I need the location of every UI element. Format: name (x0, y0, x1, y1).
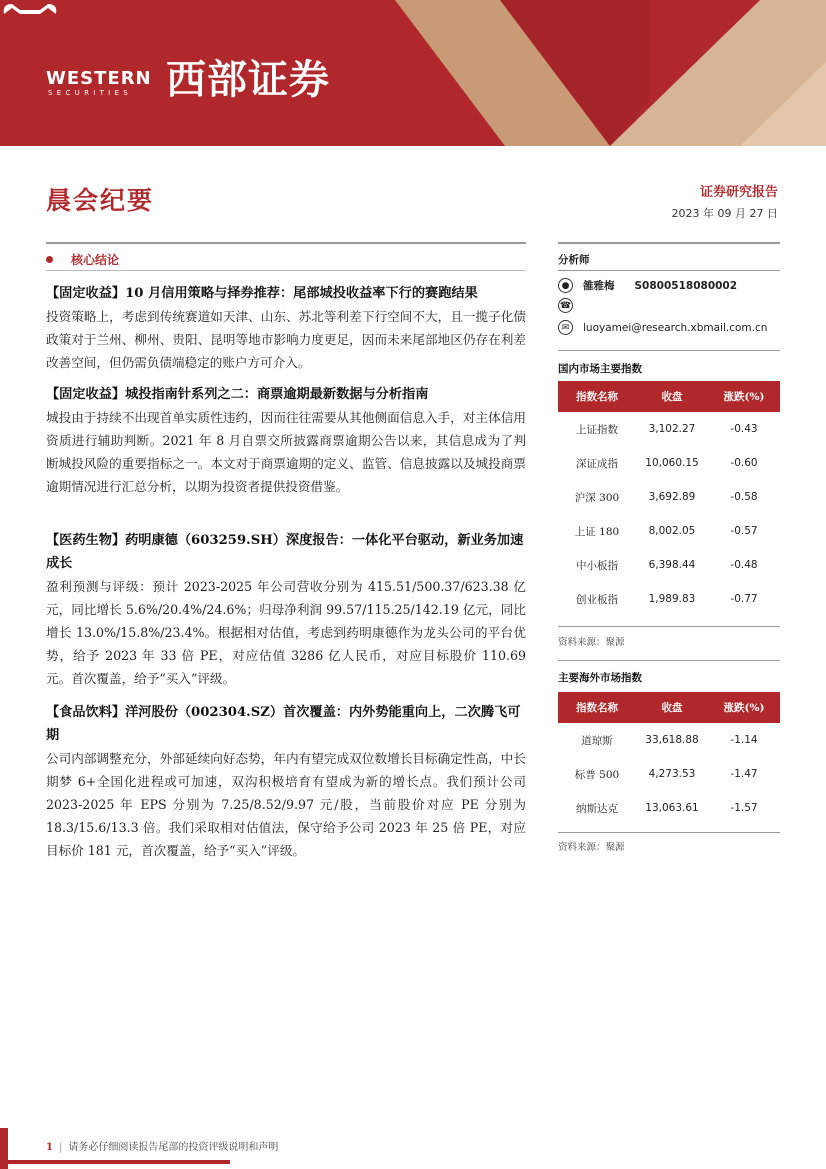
sidebar-top-divider (558, 242, 780, 244)
index-name: 上证指数 (576, 423, 618, 436)
table-row (558, 412, 780, 446)
table-row (558, 723, 780, 757)
domestic-table-title: 国内市场主要指数 (558, 363, 642, 375)
overseas-source: 资料来源：聚源 (558, 842, 625, 853)
footer: 1 | 请务必仔细阅读报告尾部的投资评级说明和声明 (46, 1142, 279, 1153)
analyst-phone-row (558, 298, 583, 313)
index-name: 标普 500 (574, 768, 620, 781)
overseas-table-bottom-divider (558, 832, 780, 833)
person-icon: ● (558, 278, 573, 293)
analyst-name: 雒雅梅 (583, 280, 615, 292)
header-name: 指数名称 (576, 391, 618, 403)
article-body: 城投由于持续不出现首单实质性违约，因而往往需要从其他侧面信息入手，对主体信用资质进行辅助判断。2021 年 8 月自票交所披露商票逾期公告以来，其信息成为了判断城投风险的重要指标之一。本文对于商票逾期的定义、监管、信息披露以及城投商票逾期情况进行汇总分析，以期为投资者提供投资借鉴。 (46, 410, 526, 494)
footer-disclaimer: 请务必仔细阅读报告尾部的投资评级说明和声明 (68, 1142, 279, 1153)
analyst-email[interactable]: luoyamei@research.xbmail.com.cn (583, 321, 768, 334)
article-body: 盈利预测与评级：预计 2023-2025 年公司营收分别为 415.51/500.37/623.38 亿元，同比增长 5.6%/20.4%/24.6%；归母净利润 99.57/115.25/142.19 亿元，同比增长 13.0%/15.8%/23.4%。根据相对估值，考虑到药明康德作为龙头公司的平台优势，给予 2023 年 33 倍 PE，对应估值 3286 亿人民币，对应目标股价 110.69 元。首次覆盖，给予“买入”评级。 (46, 579, 526, 686)
analyst-label: 分析师 (558, 254, 590, 266)
logo-subtitle: SECURITIES (48, 89, 133, 97)
index-change: -1.47 (730, 768, 758, 780)
index-change: -0.57 (730, 525, 758, 537)
page-number: 1 (46, 1142, 53, 1153)
header-name: 指数名称 (576, 702, 618, 714)
overseas-top-divider (558, 660, 780, 661)
index-close: 1,989.83 (648, 593, 696, 605)
index-name: 上证 180 (574, 525, 620, 538)
index-close: 3,692.89 (648, 491, 696, 503)
domestic-index-table (558, 381, 780, 616)
footer-accent-horizontal (0, 1160, 230, 1164)
index-close: 10,060.15 (645, 457, 699, 469)
article-title: 【食品饮料】洋河股份（002304.SZ）首次覆盖：内外势能重向上，二次腾飞可期 (46, 705, 521, 743)
index-name: 道琼斯 (581, 734, 613, 747)
table-header (558, 692, 780, 723)
table-row (558, 514, 780, 548)
index-name: 深证成指 (576, 457, 618, 470)
article-4 (46, 701, 526, 862)
table-header (558, 381, 780, 412)
header-close: 收盘 (661, 702, 683, 714)
article-title: 【医药生物】药明康德（603259.SH）深度报告：一体化平台驱动，新业务加速成长 (46, 533, 524, 571)
table-row (558, 480, 780, 514)
overseas-table-title: 主要海外市场指数 (558, 672, 642, 684)
logo-english: WESTERN (46, 68, 152, 89)
index-name: 中小板指 (576, 559, 618, 572)
index-name: 沪深 300 (574, 491, 620, 504)
domestic-table-bottom-divider (558, 626, 780, 627)
index-change: -1.57 (730, 802, 758, 814)
logo-chinese: 西部证券 (166, 57, 330, 103)
phone-icon: ☎ (558, 298, 573, 313)
table-row (558, 791, 780, 825)
table-row (558, 446, 780, 480)
analyst-bottom-divider (558, 350, 780, 351)
index-change: -0.77 (730, 593, 758, 605)
page-title: 晨会纪要 (46, 186, 155, 215)
header-change: 涨跌(%) (723, 702, 765, 714)
table-row (558, 582, 780, 616)
analyst-certificate: S0800518080002 (634, 279, 738, 292)
index-close: 33,618.88 (645, 734, 699, 746)
header-change: 涨跌(%) (723, 391, 765, 403)
top-divider (46, 242, 526, 244)
table-row (558, 757, 780, 791)
article-body: 公司内部调整充分，外部延续向好态势，年内有望完成双位数增长目标确定性高，中长期梦 6+全国化进程或可加速，双沟积极培育有望成为新的增长点。我们预计公司 2023-2025 年 EPS 分别为 7.25/8.52/9.97 元/股，当前股价对应 PE 分别为 18.3/15.6/13.3 倍。我们采取相对估值法，保守给予公司 2023 年 25 倍 PE，对应目标价 181 元，首次覆盖，给予“买入”评级。 (46, 751, 526, 858)
index-change: -0.58 (730, 491, 758, 503)
index-change: -1.14 (730, 734, 758, 746)
analyst-email-row (558, 320, 767, 335)
analyst-name-row (558, 278, 737, 293)
section-title: 核心结论 (71, 253, 120, 267)
article-title: 【固定收益】10 月信用策略与择券推荐：尾部城投收益率下行的赛跑结果 (46, 286, 478, 301)
index-name: 创业板指 (576, 593, 618, 606)
email-icon: ✉ (558, 320, 573, 335)
table-row (558, 548, 780, 582)
article-body: 投资策略上，考虑到传统赛道如天津、山东、苏北等利差下行空间不大，且一揽子化债政策对于兰州、柳州、贵阳、昆明等地市影响力度更足，因而未来尾部地区仍存在利差改善空间，但仍需负债端稳定的账户方可介入。 (46, 309, 526, 370)
index-close: 13,063.61 (645, 802, 699, 814)
section-divider (46, 270, 526, 271)
article-2 (46, 383, 526, 498)
bullet-dot-icon (46, 256, 53, 263)
index-name: 纳斯达克 (576, 802, 618, 815)
header-close: 收盘 (661, 391, 683, 403)
section-header (46, 251, 119, 268)
index-close: 4,273.53 (648, 768, 696, 780)
index-close: 8,002.05 (648, 525, 696, 537)
index-change: -0.60 (730, 457, 758, 469)
report-date: 2023 年 09 月 27 日 (671, 207, 778, 220)
index-change: -0.43 (730, 423, 758, 435)
index-close: 6,398.44 (648, 559, 696, 571)
domestic-source: 资料来源：聚源 (558, 637, 625, 648)
article-title: 【固定收益】城投指南针系列之二：商票逾期最新数据与分析指南 (46, 387, 429, 402)
analyst-divider (558, 270, 780, 271)
article-3 (46, 529, 526, 690)
article-1 (46, 282, 526, 374)
report-type: 证券研究报告 (699, 185, 778, 200)
index-change: -0.48 (730, 559, 758, 571)
overseas-index-table (558, 692, 780, 825)
header-banner (0, 0, 826, 146)
index-close: 3,102.27 (648, 423, 696, 435)
bull-logo-icon (0, 0, 60, 20)
